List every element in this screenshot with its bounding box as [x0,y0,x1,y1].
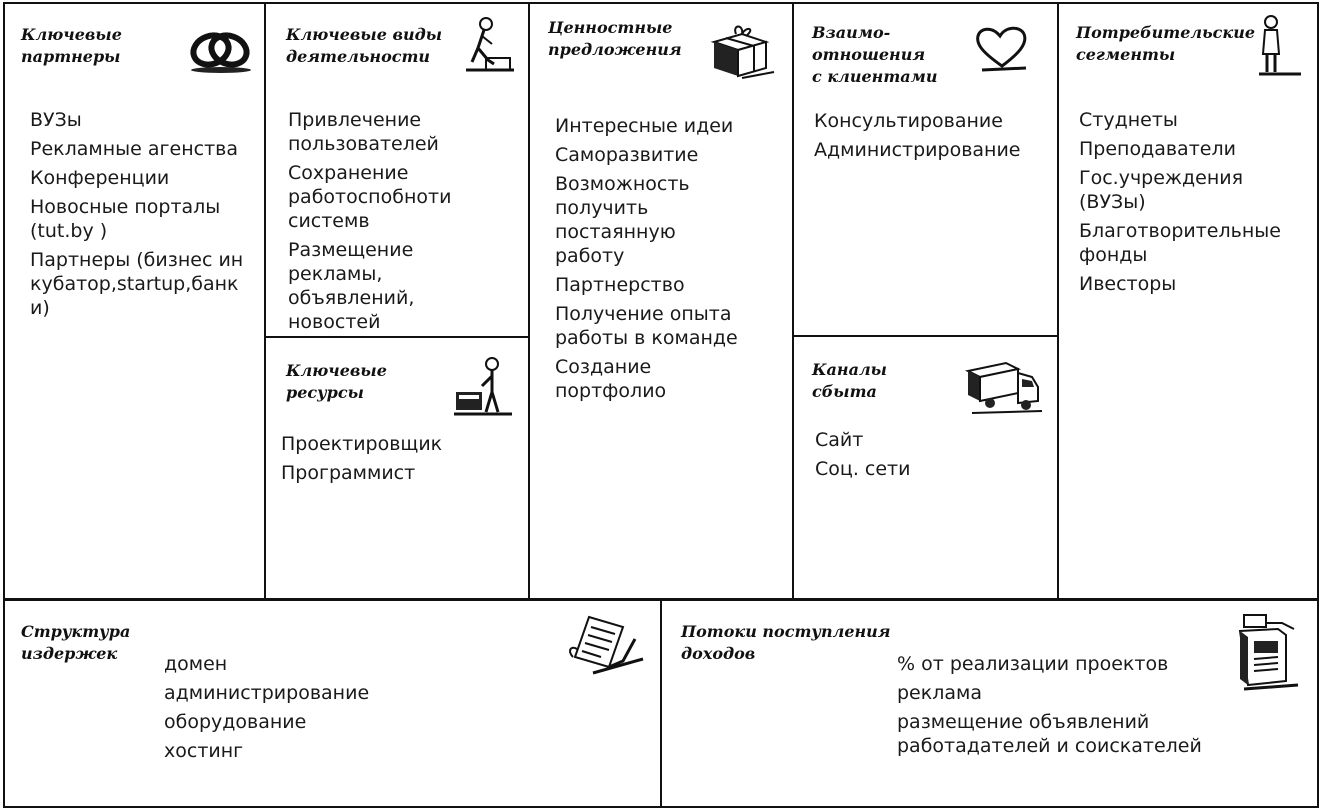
customer-relationships-list [814,109,1052,167]
customer-segments-list [1079,108,1311,301]
list-item: Размещение рекламы, объявлений, новостей [288,239,415,333]
border-right [1317,2,1319,808]
list-item: Получение опыта работы в команде [555,303,738,349]
list-item: Создание портфолио [555,356,667,402]
receipt-icon [563,611,645,677]
customer-relationships-block [794,4,1057,335]
key-resources-list [281,432,521,490]
list-item: Возможность получить постаянную работу [555,173,690,267]
list-item: Саморазвитие [555,144,699,166]
list-item: Проектировщик [281,433,443,455]
customer-segments-block [1059,4,1317,598]
value-propositions-title: Ценностные предложения [548,18,682,59]
list-item: оборудование [164,711,307,733]
key-activities-block [266,4,528,336]
value-propositions-list [555,114,787,408]
chain-links-icon [185,26,255,76]
list-item: Партнерство [555,274,685,296]
channels-list [815,428,1051,486]
key-activities-list [288,108,523,339]
standing-person-icon [1249,14,1303,78]
list-item: ВУЗы [30,109,82,131]
list-item: Ивесторы [1079,273,1177,295]
list-item: Конференции [30,167,170,189]
customer-relationships-title: Взаимо- отношения с клиентами [812,23,938,86]
truck-icon [962,357,1044,419]
list-item: домен [164,653,228,675]
list-item: Администрирование [814,139,1021,161]
gift-box-icon [706,20,776,82]
list-item: хостинг [164,740,244,762]
list-item: Консультирование [814,110,1003,132]
value-propositions-block [530,4,792,598]
key-resources-title: Ключевые ресурсы [286,361,387,402]
list-item: Интересные идеи [555,115,734,137]
person-with-box-icon [452,354,516,422]
key-resources-block [266,338,528,598]
revenue-streams-list [897,652,1227,763]
channels-title: Каналы сбыта [812,360,887,401]
cost-structure-list [164,652,464,768]
key-activities-title: Ключевые виды деятельности [286,25,442,66]
list-item: Благотворительные фонды [1079,220,1281,266]
revenue-streams-title: Потоки поступления доходов [681,622,891,663]
list-item: Привлечение пользователей [288,109,439,155]
cost-structure-title: Структура издержек [21,622,131,663]
revenue-streams-block [662,601,1317,806]
list-item: Сохранение работоспобноти системв [288,162,452,232]
list-item: Соц. сети [815,458,911,480]
cost-structure-block [5,601,660,806]
list-item: размещение объявлений работадателей и соискателей [897,711,1202,757]
list-item: % от реализации проектов [897,653,1169,675]
list-item: реклама [897,682,982,704]
heart-icon [972,22,1032,74]
channels-block [794,337,1057,598]
key-partners-title: Ключевые партнеры [21,25,122,66]
list-item: Сайт [815,429,864,451]
list-item: Преподаватели [1079,138,1236,160]
list-item: Партнеры (бизнес инкубатор,startup,банки) [30,249,244,319]
worker-icon [458,14,518,76]
cash-register-icon [1238,609,1302,695]
customer-segments-title: Потребительские сегменты [1076,23,1256,64]
key-partners-block [5,4,264,598]
key-partners-list [30,108,255,325]
list-item: Рекламные агенства [30,138,238,160]
list-item: администрирование [164,682,370,704]
list-item: Гос.учреждения (ВУЗы) [1079,167,1244,213]
list-item: Студнеты [1079,109,1178,131]
list-item: Программист [281,462,416,484]
list-item: Новосные порталы (tut.by ) [30,196,221,242]
